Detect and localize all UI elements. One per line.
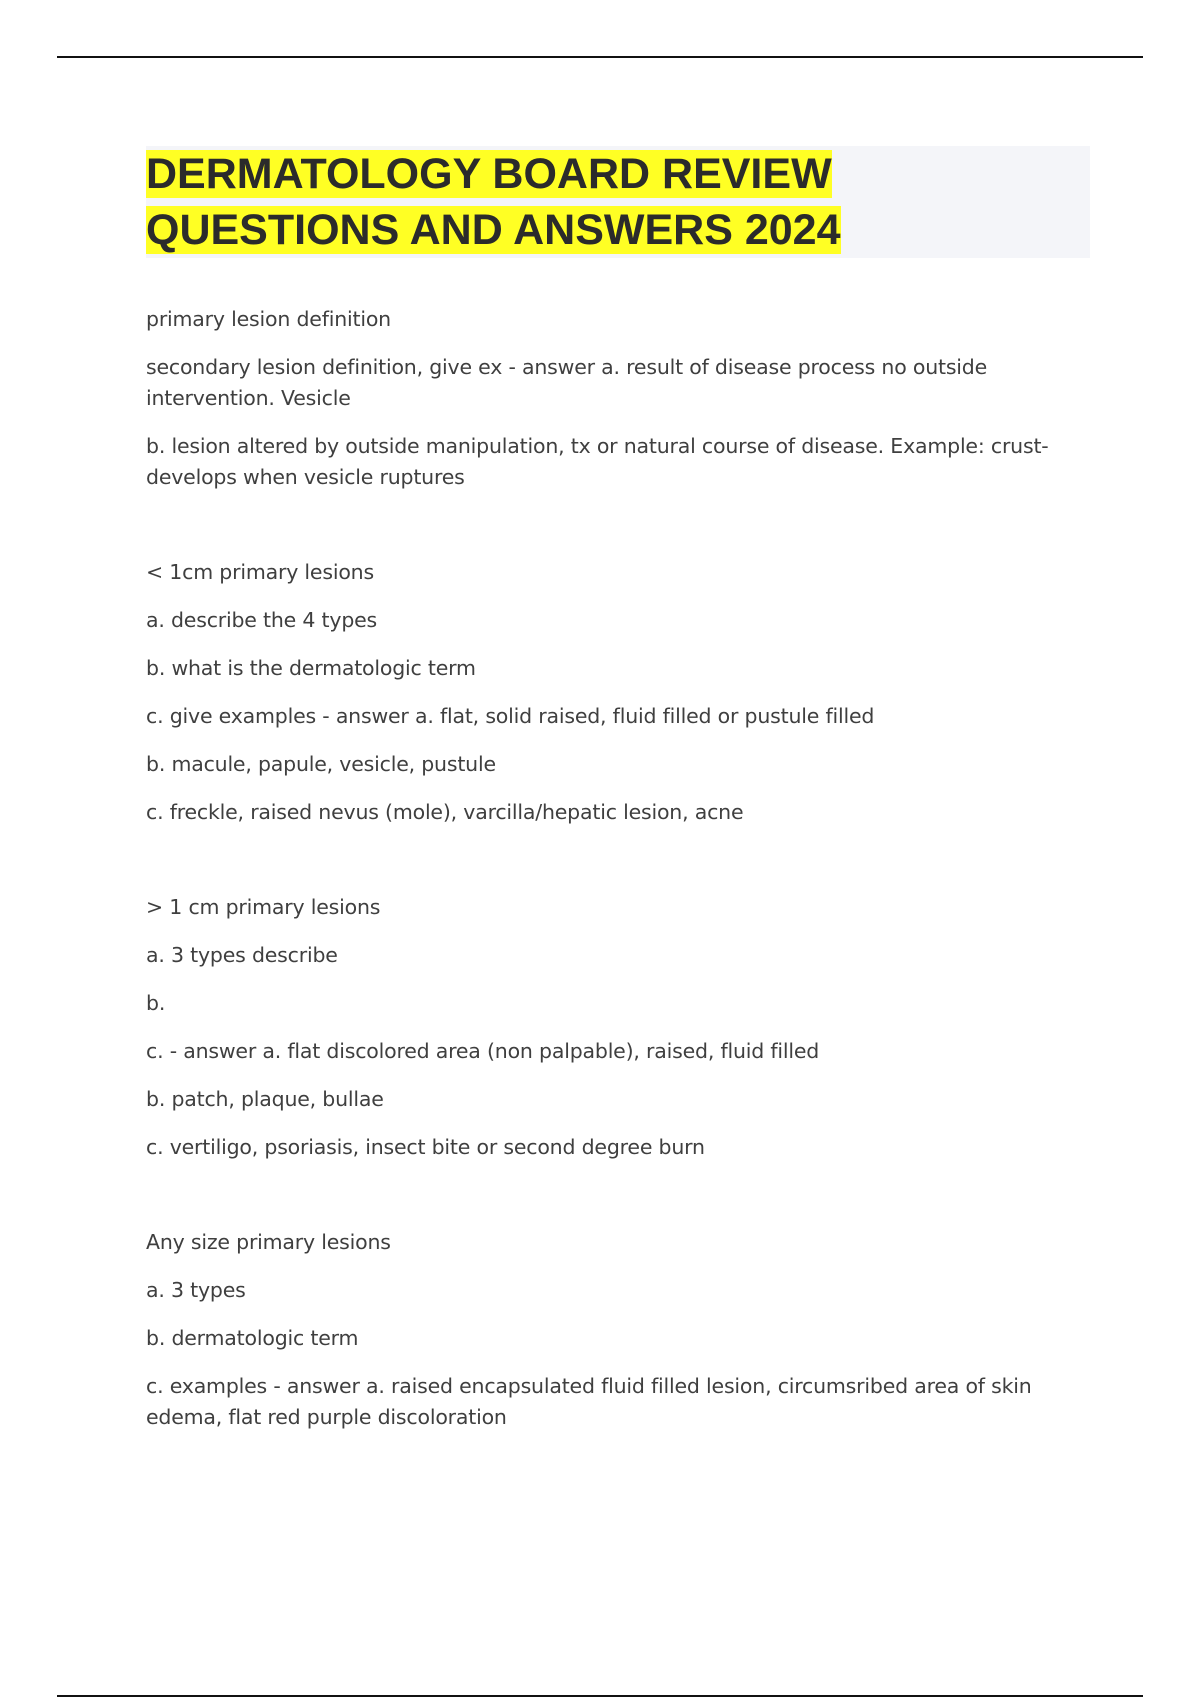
paragraph: > 1 cm primary lesions — [146, 895, 381, 919]
section-2 — [146, 557, 1090, 828]
paragraph: primary lesion definition — [146, 307, 391, 331]
bottom-rule — [57, 1695, 1143, 1697]
paragraph: b. — [146, 991, 166, 1015]
paragraph: Any size primary lesions — [146, 1230, 391, 1254]
paragraph: b. dermatologic term — [146, 1326, 359, 1350]
title-line-2: QUESTIONS AND ANSWERS 2024 — [146, 206, 841, 254]
paragraph: c. give examples - answer a. flat, solid raised, fluid filled or pustule filled — [146, 704, 875, 728]
paragraph: a. describe the 4 types — [146, 608, 378, 632]
section-gap — [146, 845, 1090, 892]
paragraph: c. vertiligo, psoriasis, insect bite or second degree burn — [146, 1135, 705, 1159]
title-line-1: DERMATOLOGY BOARD REVIEW — [146, 150, 832, 198]
section-4 — [146, 1227, 1090, 1433]
paragraph: b. patch, plaque, bullae — [146, 1087, 384, 1111]
paragraph: c. freckle, raised nevus (mole), varcilla/hepatic lesion, acne — [146, 800, 744, 824]
section-1 — [146, 304, 1090, 493]
paragraph: b. macule, papule, vesicle, pustule — [146, 752, 496, 776]
paragraph: c. examples - answer a. raised encapsulated fluid filled lesion, circumsribed area of skin edema, flat red purple discoloration — [146, 1374, 1032, 1429]
paragraph: c. - answer a. flat discolored area (non palpable), raised, fluid filled — [146, 1039, 820, 1063]
document-body — [146, 146, 1090, 1450]
title-block — [146, 146, 1090, 258]
section-gap — [146, 510, 1090, 557]
section-3 — [146, 892, 1090, 1163]
top-rule — [57, 56, 1143, 58]
paragraph: < 1cm primary lesions — [146, 560, 374, 584]
document-title — [146, 146, 1090, 258]
section-gap — [146, 1180, 1090, 1227]
paragraph: secondary lesion definition, give ex - answer a. result of disease process no outside intervention. Vesicle — [146, 355, 988, 410]
paragraph: b. what is the dermatologic term — [146, 656, 476, 680]
paragraph: a. 3 types describe — [146, 943, 338, 967]
paragraph: b. lesion altered by outside manipulation, tx or natural course of disease. Example: crust- develops when vesicle ruptures — [146, 434, 1049, 489]
paragraph: a. 3 types — [146, 1278, 246, 1302]
